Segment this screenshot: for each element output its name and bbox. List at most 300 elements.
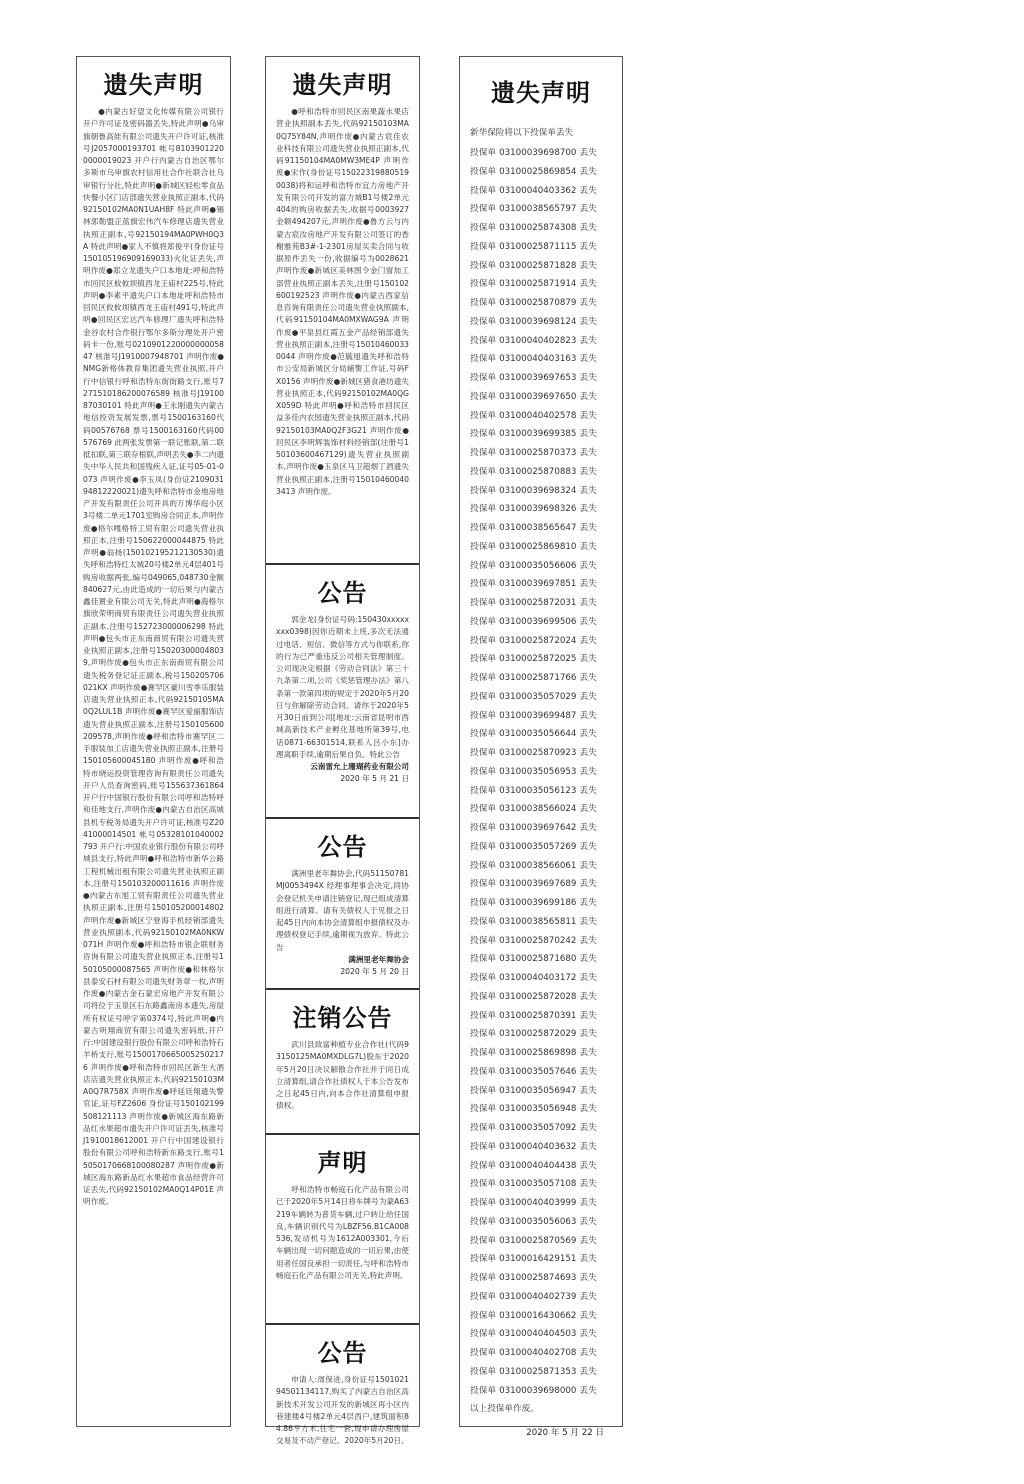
policy-number: 03100040403632 <box>499 1141 577 1152</box>
policy-prefix: 投保单 <box>470 1141 497 1152</box>
policy-prefix: 投保单 <box>470 785 497 796</box>
policy-suffix: 丢失 <box>579 410 597 421</box>
policy-number: 03100035056606 <box>499 560 577 571</box>
policy-suffix: 丢失 <box>579 504 597 515</box>
policy-row <box>470 238 612 257</box>
policy-number: 03100035057092 <box>499 1123 577 1133</box>
policy-number: 03100039699186 <box>499 898 577 908</box>
policy-row <box>470 1363 612 1382</box>
policy-suffix: 丢失 <box>579 729 597 740</box>
policy-prefix: 投保单 <box>470 1216 497 1227</box>
policy-list <box>470 144 612 1400</box>
policy-number: 03100025870569 <box>499 1235 577 1246</box>
policy-suffix: 丢失 <box>579 898 597 908</box>
policy-suffix: 丢失 <box>579 148 597 158</box>
policy-suffix: 丢失 <box>579 560 597 571</box>
policy-prefix: 投保单 <box>470 691 497 702</box>
notice-date: 2020 年 5 月 21 日 <box>340 774 409 783</box>
policy-prefix: 投保单 <box>470 448 497 458</box>
notice-body: 满洲里老年舞协会,代码51150781MJ0053494X 经理事理事会决定,同协会登记机关申请注销登记,现已组成清算组进行清算。请有关债权人于见报之日起45日内向本协会清算组申报债权及办理债权登记手续,逾期视为放弃。特此公告 <box>276 869 409 952</box>
notice-section <box>266 827 419 990</box>
policy-suffix: 丢失 <box>579 1235 597 1246</box>
policy-suffix: 丢失 <box>579 841 597 852</box>
policy-suffix: 丢失 <box>579 1123 597 1133</box>
policy-row <box>470 1100 612 1119</box>
policy-row <box>470 594 612 613</box>
column3-outro: 以上投保单作废。 <box>470 1404 539 1415</box>
policy-number: 03100035056947 <box>499 1085 577 1096</box>
policy-row <box>470 1232 612 1251</box>
policy-prefix: 投保单 <box>470 335 497 346</box>
policy-suffix: 丢失 <box>579 1329 597 1340</box>
policy-suffix: 丢失 <box>579 710 597 721</box>
policy-suffix: 丢失 <box>579 391 597 402</box>
policy-row <box>470 894 612 913</box>
policy-row <box>470 688 612 707</box>
policy-number: 03100035057029 <box>499 691 577 702</box>
policy-prefix: 投保单 <box>470 241 497 252</box>
policy-suffix: 丢失 <box>579 204 597 215</box>
notice-title: 公告 <box>317 1339 368 1367</box>
column3-title: 遗失声明 <box>491 79 591 107</box>
policy-number: 03100025869810 <box>499 541 577 552</box>
policy-row <box>470 369 612 388</box>
policy-number: 03100035057108 <box>499 1179 577 1190</box>
policy-prefix: 投保单 <box>470 616 497 627</box>
policy-suffix: 丢失 <box>579 1104 597 1115</box>
policy-number: 03100039698326 <box>499 504 577 515</box>
policy-number: 03100035057269 <box>499 841 577 852</box>
policy-suffix: 丢失 <box>579 616 597 627</box>
policy-prefix: 投保单 <box>470 523 497 533</box>
policy-row <box>470 1044 612 1063</box>
policy-prefix: 投保单 <box>470 1123 497 1133</box>
policy-suffix: 丢失 <box>579 635 597 646</box>
policy-prefix: 投保单 <box>470 410 497 421</box>
policy-suffix: 丢失 <box>579 579 597 590</box>
policy-row <box>470 1250 612 1269</box>
policy-row <box>470 744 612 763</box>
policy-row <box>470 1007 612 1026</box>
policy-row <box>470 1063 612 1082</box>
policy-row <box>470 1325 612 1344</box>
policy-number: 03100040402708 <box>499 1348 577 1358</box>
policy-row <box>470 294 612 313</box>
policy-prefix: 投保单 <box>470 1198 497 1208</box>
policy-row <box>470 463 612 482</box>
policy-row <box>470 182 612 201</box>
policy-row <box>470 444 612 463</box>
policy-prefix: 投保单 <box>470 560 497 571</box>
policy-row <box>470 163 612 182</box>
notice-body: ●呼和浩特市回民区南果蔬水果店营业执照副本丢失,代码92150103MA0Q75Y84N,声明作废●内蒙古宸佳农业科技有限公司遗失营业执照正副本,代码91150104MA0MW3ME4P 声明作废●宋作(身份证号150223198805190038)将和运呼和浩特市宜力房地产开发有限公司开发的富力城B1号楼2单元404的购房收据丢失,收据号0003927金额494207元,声明作废●鲁方云与内蒙古宸汝房地产开发有限公司签订的香榭雅苑B3#-1-2301房屋买卖合同与收据原件丢失一份,收据编号为0028621 声明作废●新城区美林图令金门窗加工部营业执照正副本丢失,注册号150102600192523 声明作废●内蒙古西家信息咨询有限责任公司遗失营业执照副本,代码91150104MA0MXWAG9A 声明作废●平泉县红霞五金产品经销部遗失营业执照正副本,注册号150104600330044 声明作废●范毓旭遗失呼和浩特市公安局新城区分局辅警工作证,号码FX0156 声明作废●新城区猪食港坊遗失营业执照正本,代码92150102MA0QGX059D 特此声明●呼和浩特市回民区益多佳内农园遗失营业执照正副本,代码92150103MA0Q2F3G21 声明作废●回民区李明辉装饰材料经销部(注册号150103600467129)遗失营业执照副本,声明作废●玉泉区马卫超烟丁酒遗失营业执照正副本,注册号150104600403413 声明作废。 <box>276 107 409 496</box>
policy-row <box>470 857 612 876</box>
policy-row <box>470 1082 612 1101</box>
policy-suffix: 丢失 <box>579 485 597 496</box>
policy-row <box>470 519 612 538</box>
policy-prefix: 投保单 <box>470 260 497 271</box>
policy-row <box>470 800 612 819</box>
policy-prefix: 投保单 <box>470 466 497 477</box>
policy-number: 03100039698000 <box>499 1385 577 1396</box>
policy-number: 03100039697650 <box>499 391 577 402</box>
policy-suffix: 丢失 <box>579 373 597 383</box>
policy-suffix: 丢失 <box>579 260 597 271</box>
policy-prefix: 投保单 <box>470 841 497 852</box>
policy-number: 03100035056953 <box>499 766 577 777</box>
policy-suffix: 丢失 <box>579 166 597 177</box>
policy-prefix: 投保单 <box>470 804 497 815</box>
policy-suffix: 丢失 <box>579 1273 597 1283</box>
column3-date: 2020 年 5 月 22 日 <box>526 1428 604 1439</box>
policy-prefix: 投保单 <box>470 916 497 927</box>
policy-row <box>470 725 612 744</box>
notice-signature: 满洲里老年舞协会 <box>348 954 409 964</box>
policy-row <box>470 538 612 557</box>
policy-row <box>470 1288 612 1307</box>
policy-number: 03100025869854 <box>499 166 577 177</box>
policy-suffix: 丢失 <box>579 823 597 833</box>
policy-prefix: 投保单 <box>470 1329 497 1340</box>
notice-body: 郭金龙(身份证号码:150430xxxxxxxx0398)因你近期未上班,多次无法通过电话、短信、微信等方式与你联系,你的行为已严重违反公司相关管理制度。公司现决定根据《劳动合同法》第三十九条第二项,公司《奖惩管理办法》第八条第一款第四项的规定于2020年5月20日与你解除劳动合同。请你于2020年5月30日前到公司[地址:云南省昆明市西城高新技术产业孵化基地所第39号,电话0871-66301514,联系人吕小东]办理离职手续,逾期后果自负。特此公告 <box>276 615 409 759</box>
policy-number: 03100038565647 <box>499 523 577 533</box>
policy-suffix: 丢失 <box>579 879 597 890</box>
policy-row <box>470 913 612 932</box>
policy-number: 03100040404503 <box>499 1329 577 1340</box>
notice-section <box>266 65 419 565</box>
policy-suffix: 丢失 <box>579 1254 597 1265</box>
policy-suffix: 丢失 <box>579 748 597 758</box>
policy-number: 03100025869898 <box>499 1048 577 1058</box>
policy-prefix: 投保单 <box>470 729 497 740</box>
policy-number: 03100025871766 <box>499 673 577 683</box>
policy-number: 03100016430662 <box>499 1310 577 1321</box>
policy-row <box>470 219 612 238</box>
policy-suffix: 丢失 <box>579 916 597 927</box>
policy-suffix: 丢失 <box>579 654 597 665</box>
policy-number: 03100025870883 <box>499 466 577 477</box>
policy-prefix: 投保单 <box>470 766 497 777</box>
notice-body: 呼和浩特市畅庭石化产品有限公司已于2020年5月14日将车牌号为蒙A63219车辆转为普货车辆,过户转让给任国良,车辆识别代号为LBZF56.B1CA008536,发动机号为1612A003301,今后车辆出现一切问题造成的一切后果,由使用者任国良承担一切责任,与呼和浩特市畅庭石化产品有限公司无关,特此声明。 <box>276 1185 409 1280</box>
policy-number: 03100040402578 <box>499 410 577 421</box>
policy-prefix: 投保单 <box>470 204 497 215</box>
policy-row <box>470 388 612 407</box>
policy-suffix: 丢失 <box>579 1029 597 1040</box>
policy-row <box>470 1119 612 1138</box>
policy-suffix: 丢失 <box>579 954 597 965</box>
policy-prefix: 投保单 <box>470 579 497 590</box>
policy-number: 03100039697851 <box>499 579 577 590</box>
notice-section <box>266 1143 419 1325</box>
policy-suffix: 丢失 <box>579 673 597 683</box>
column3-intro: 新华保险将以下投保单丢失 <box>470 128 574 138</box>
column1-title: 遗失声明 <box>103 71 204 99</box>
policy-prefix: 投保单 <box>470 935 497 946</box>
policy-number: 03100025874693 <box>499 1273 577 1283</box>
column-notices-2 <box>265 56 420 1446</box>
notice-date: 2020 年 5 月 20 日 <box>340 966 409 976</box>
policy-row <box>470 1157 612 1176</box>
policy-prefix: 投保单 <box>470 1348 497 1358</box>
policy-row <box>470 1194 612 1213</box>
policy-prefix: 投保单 <box>470 279 497 290</box>
policy-number: 03100025871914 <box>499 279 577 290</box>
policy-suffix: 丢失 <box>579 1366 597 1377</box>
notice-title: 遗失声明 <box>292 71 393 99</box>
policy-number: 03100025871680 <box>499 954 577 965</box>
policy-prefix: 投保单 <box>470 223 497 233</box>
policy-prefix: 投保单 <box>470 1066 497 1077</box>
column-lost-notices-1 <box>76 56 231 1427</box>
policy-suffix: 丢失 <box>579 466 597 477</box>
policy-suffix: 丢失 <box>579 429 597 440</box>
policy-number: 03100035057646 <box>499 1066 577 1077</box>
policy-suffix: 丢失 <box>579 279 597 290</box>
policy-number: 03100025870373 <box>499 448 577 458</box>
notice-title: 公告 <box>317 579 368 607</box>
policy-number: 03100025871353 <box>499 1366 577 1377</box>
policy-number: 03100025872024 <box>499 635 577 646</box>
policy-prefix: 投保单 <box>470 973 497 983</box>
policy-row <box>470 632 612 651</box>
policy-row <box>470 950 612 969</box>
policy-prefix: 投保单 <box>470 373 497 383</box>
policy-prefix: 投保单 <box>470 1235 497 1246</box>
policy-prefix: 投保单 <box>470 429 497 440</box>
policy-prefix: 投保单 <box>470 1254 497 1265</box>
policy-row <box>470 425 612 444</box>
policy-number: 03100039699385 <box>499 429 577 440</box>
policy-prefix: 投保单 <box>470 860 497 871</box>
policy-number: 03100039698124 <box>499 316 577 327</box>
policy-number: 03100025870879 <box>499 298 577 308</box>
policy-row <box>470 313 612 332</box>
policy-suffix: 丢失 <box>579 316 597 327</box>
policy-suffix: 丢失 <box>579 1066 597 1077</box>
policy-suffix: 丢失 <box>579 1216 597 1227</box>
policy-suffix: 丢失 <box>579 1179 597 1190</box>
policy-row <box>470 707 612 726</box>
policy-number: 03100040403999 <box>499 1198 577 1208</box>
policy-suffix: 丢失 <box>579 598 597 608</box>
policy-number: 03100025870391 <box>499 1010 577 1021</box>
policy-suffix: 丢失 <box>579 523 597 533</box>
policy-row <box>470 875 612 894</box>
column1-body: ●内蒙古好望文化传媒有限公司银行开户许可证及密码器丢失,特此声明●乌审旗朝鲁高娃有限公司遗失开户许可证,核准号J2057000193701 帐号81039012200000019023 开户行内蒙古自治区鄂尔多斯市乌审旗农村信用社合作社联合社乌审银行分社,特此声明●新城区轻松零食品快餐小区门店部遗失营业执照正副本,代码92150102MA0N1UAH8F 特此声明●锡林郭勒盟正蓝旗宏伟汽车修理店遗失营业执照正副本,号92150194MA0PWH0Q3A 特此声明●家人不慎将郑俊平(身份证号150105196909169033)火化证丢失,声明作废●郑立龙遗失户口本地址:呼和浩特市回民区攸攸坝镇西龙王庙村225号,特此声明●李素平遗失户口本地址呼和浩特市回民区攸攸坝镇西龙王庙村491号,特此声明●回民区宏达汽车修理厂遗失呼和浩特金谷农村合作银行鄂尔多斯分理处开户密码卡一份,账号021090122000000005847 核准号J1910007948701 声明作废●NMG新格体教育集团遗失营业执照,开户行中信银行呼和浩特东街街路支行,账号7271510186200076589 核准号J1910087030101 特此声明●王永刚遗失内蒙古地信投资发展发票,票号1500163160代码00576768 票号1500163160代码00576769 此两张发票第一联记账联,第二联抵扣联,第三联存根联,声明丢失●李二内遗失中华人民共和国残疾人证,证号05-01-0073 声明作废●李玉凤(身份证210903194812220021)遗失呼和浩特市金地房地产开发有限责任公司开具的万博华庭小区3号楼二单元1701室购房合同正本,声明作废●格尔嘎格特工贸有限公司遗失营业执照正本,注册号150622000044875 特此声明●翁扬(150102195212130530)遗失呼和浩特红太城20号楼2单元4层401号购房收据两张,编号049065,048730金额840627元,由此造成的一切后果与内蒙古鑫佳置业有限公司无关,特此声明●海格尔旗欣荣明商贸有限责任公司遗失营业执照正副本,注册号152723000006298 特此声明●包头市正东南商贸有限公司遗失营业执照正副本,注册号150203000048039,声明作废●包头市正东南商贸有限公司遗失税务登记证正副本,税号150205706021KX 声明作废●赛罕区豪川雪季乐服装店遗失营业执照正本,代码92150105MA0Q2LUL1B 声明作废●赛罕区爱丽服饰店遗失营业执照正副本,注册号150105600209578,声明作废●呼和浩特市赛罕区二手服装加工店遗失营业执照正副本,注册号150105600045180 声明作废●呼和浩特市晓运投资管理咨询有限责任公司遗失开户人员查询密码,账号155637361864 开户行中国银行股份有限公司呼和浩特呼和佳地支行,声明作废●内蒙古自治区高城县机专税务局遗失开户许可证,核准号Z2041000014501 帐号05328101040002793 开户行:中国农业银行股份有限公司呼城县支行,特此声明●呼和浩特市新华公路工程机械出租有限公司遗失营业执照正副本,注册号150103200011616 声明作废●内蒙古东旭工贸有限责任公司遗失营业执照正副本,注册号150105200014802 声明作废●新城区宁登海手机经销部遗失营业执照副本,代码92150102MA0NKW071H 声明作废●呼和浩特市银企联财务咨询有限公司遗失营业执照正本,注册号150105000087565 声明作废●和林格尔县泰安石材有限公司遗失财务章一枚,声明作废●内蒙古金石蒙宏房地产开发有限公司将位于玉泉区石东路鑫南房本遗失,房屋所有权证号呼字第0374号,特此声明●内蒙古明翔商贸有限公司遗失密码纸,开户行:中国建设银行股份有限公司呼和浩特石羊桥支行,账号15001706650052502176 声明作废●呼和浩特市回民区新生大酒店店遗失营业执照正本,代码92150103MA0Q7R758X 声明作废●呼延廷翔遗失警官证,证号FZ2606 身份证号150102199508121113 声明作废●新城区海东路新品红水果超市遗失开户许可证丢失,核准号J1910018612001 开户行中国建设银行股份有限公司呼和浩特新东路支行,账号15050170668100080287 声明作废●新城区海东路新品红水果超市食品经营许可证丢失,代码92150102MA0Q14P01E 声明作废。 <box>83 107 224 1207</box>
policy-number: 03100025872025 <box>499 654 577 665</box>
policy-number: 03100040402823 <box>499 335 577 346</box>
policy-row <box>470 819 612 838</box>
policy-suffix: 丢失 <box>579 1385 597 1396</box>
policy-row <box>470 575 612 594</box>
policy-prefix: 投保单 <box>470 1085 497 1096</box>
policy-suffix: 丢失 <box>579 185 597 196</box>
policy-number: 03100040404438 <box>499 1160 577 1171</box>
policy-prefix: 投保单 <box>470 748 497 758</box>
policy-prefix: 投保单 <box>470 654 497 665</box>
policy-number: 03100025870242 <box>499 935 577 946</box>
policy-prefix: 投保单 <box>470 991 497 1002</box>
policy-number: 03100025871115 <box>499 241 577 252</box>
policy-prefix: 投保单 <box>470 504 497 515</box>
policy-prefix: 投保单 <box>470 1179 497 1190</box>
policy-prefix: 投保单 <box>470 898 497 908</box>
policy-number: 03100039697653 <box>499 373 577 383</box>
policy-prefix: 投保单 <box>470 1385 497 1396</box>
policy-row <box>470 969 612 988</box>
policy-row <box>470 763 612 782</box>
policy-row <box>470 1344 612 1363</box>
policy-suffix: 丢失 <box>579 448 597 458</box>
policy-number: 03100038565797 <box>499 204 577 215</box>
policy-suffix: 丢失 <box>579 860 597 871</box>
notice-title: 声明 <box>317 1149 368 1177</box>
policy-number: 03100040403163 <box>499 354 577 365</box>
notice-title: 注销公告 <box>292 1004 393 1032</box>
policy-row <box>470 1269 612 1288</box>
policy-row <box>470 332 612 351</box>
policy-number: 03100035056644 <box>499 729 577 740</box>
policy-number: 03100039698700 <box>499 148 577 158</box>
policy-prefix: 投保单 <box>470 710 497 721</box>
policy-row <box>470 1307 612 1326</box>
policy-prefix: 投保单 <box>470 391 497 402</box>
policy-row <box>470 782 612 801</box>
policy-suffix: 丢失 <box>579 1141 597 1152</box>
policy-row <box>470 482 612 501</box>
policy-suffix: 丢失 <box>579 766 597 777</box>
policy-suffix: 丢失 <box>579 973 597 983</box>
policy-suffix: 丢失 <box>579 241 597 252</box>
notice-section <box>266 998 419 1135</box>
policy-prefix: 投保单 <box>470 1273 497 1283</box>
policy-suffix: 丢失 <box>579 354 597 365</box>
policy-row <box>470 1175 612 1194</box>
policy-prefix: 投保单 <box>470 1160 497 1171</box>
policy-row <box>470 200 612 219</box>
policy-suffix: 丢失 <box>579 1348 597 1358</box>
policy-prefix: 投保单 <box>470 1010 497 1021</box>
policy-number: 03100039699487 <box>499 710 577 721</box>
policy-suffix: 丢失 <box>579 298 597 308</box>
policy-suffix: 丢失 <box>579 1198 597 1208</box>
policy-suffix: 丢失 <box>579 335 597 346</box>
policy-number: 03100035056063 <box>499 1216 577 1227</box>
policy-suffix: 丢失 <box>579 1048 597 1058</box>
policy-prefix: 投保单 <box>470 1291 497 1302</box>
policy-number: 03100039697642 <box>499 823 577 833</box>
policy-prefix: 投保单 <box>470 598 497 608</box>
policy-suffix: 丢失 <box>579 804 597 815</box>
policy-prefix: 投保单 <box>470 485 497 496</box>
policy-suffix: 丢失 <box>579 1291 597 1302</box>
notice-section <box>266 573 419 819</box>
policy-suffix: 丢失 <box>579 541 597 552</box>
policy-number: 03100039698324 <box>499 485 577 496</box>
policy-row <box>470 1213 612 1232</box>
policy-suffix: 丢失 <box>579 691 597 702</box>
policy-row <box>470 1025 612 1044</box>
policy-suffix: 丢失 <box>579 223 597 233</box>
policy-row <box>470 275 612 294</box>
policy-row <box>470 500 612 519</box>
policy-row <box>470 557 612 576</box>
policy-prefix: 投保单 <box>470 541 497 552</box>
policy-row <box>470 407 612 426</box>
policy-number: 03100038566024 <box>499 804 577 815</box>
policy-row <box>470 1138 612 1157</box>
policy-number: 03100025872029 <box>499 1029 577 1040</box>
policy-number: 03100040403362 <box>499 185 577 196</box>
policy-suffix: 丢失 <box>579 991 597 1002</box>
policy-prefix: 投保单 <box>470 354 497 365</box>
policy-row <box>470 669 612 688</box>
policy-suffix: 丢失 <box>579 1010 597 1021</box>
policy-number: 03100035056948 <box>499 1104 577 1115</box>
policy-number: 03100040402739 <box>499 1291 577 1302</box>
policy-suffix: 丢失 <box>579 1310 597 1321</box>
policy-prefix: 投保单 <box>470 1048 497 1058</box>
notice-title: 公告 <box>317 833 368 861</box>
policy-number: 03100039697689 <box>499 879 577 890</box>
policy-row <box>470 350 612 369</box>
policy-row <box>470 144 612 163</box>
column-policy-loss <box>459 56 623 1439</box>
policy-number: 03100025871828 <box>499 260 577 271</box>
policy-prefix: 投保单 <box>470 879 497 890</box>
notice-section <box>266 1333 419 1476</box>
policy-prefix: 投保单 <box>470 954 497 965</box>
policy-number: 03100040403172 <box>499 973 577 983</box>
policy-number: 03100016429151 <box>499 1254 577 1265</box>
policy-number: 03100038565811 <box>499 916 577 927</box>
policy-suffix: 丢失 <box>579 1160 597 1171</box>
policy-number: 03100025872028 <box>499 991 577 1002</box>
notice-body: 武川县致富种植专业合作社(代码93150125MA0MXDLG7L)股东于2020年5月20日决议解散合作社并于同日成立清算组,请合作社债权人于本公告发布之日起45日内,向本合作社清算组申报债权。 <box>276 1040 409 1111</box>
policy-row <box>470 838 612 857</box>
policy-prefix: 投保单 <box>470 185 497 196</box>
policy-row <box>470 932 612 951</box>
policy-number: 03100035056123 <box>499 785 577 796</box>
policy-number: 03100039699506 <box>499 616 577 627</box>
notice-body: 申请人:周保进,身份证号150102194501134117,购买了内蒙古自治区高新技术开发公司开发的新城区再小区内巷建楼4号楼2单元4层西户,建筑面积84.86平方米,住宅一套,现申请办理房屋交易及不动产登记。2020年5月20日。 <box>276 1375 409 1446</box>
policy-suffix: 丢失 <box>579 1085 597 1096</box>
policy-prefix: 投保单 <box>470 1366 497 1377</box>
policy-number: 03100038566061 <box>499 860 577 871</box>
policy-prefix: 投保单 <box>470 1029 497 1040</box>
policy-row <box>470 988 612 1007</box>
policy-prefix: 投保单 <box>470 148 497 158</box>
policy-prefix: 投保单 <box>470 823 497 833</box>
policy-prefix: 投保单 <box>470 1104 497 1115</box>
policy-row <box>470 650 612 669</box>
policy-number: 03100025870923 <box>499 748 577 758</box>
policy-row <box>470 1382 612 1401</box>
policy-prefix: 投保单 <box>470 635 497 646</box>
policy-row <box>470 613 612 632</box>
policy-prefix: 投保单 <box>470 673 497 683</box>
policy-prefix: 投保单 <box>470 298 497 308</box>
policy-number: 03100025872031 <box>499 598 577 608</box>
notice-signature: 云南雷允上珊瑚药业有限公司 <box>310 762 409 771</box>
policy-number: 03100025874308 <box>499 223 577 233</box>
policy-prefix: 投保单 <box>470 316 497 327</box>
policy-suffix: 丢失 <box>579 785 597 796</box>
policy-prefix: 投保单 <box>470 166 497 177</box>
policy-row <box>470 257 612 276</box>
policy-suffix: 丢失 <box>579 935 597 946</box>
policy-prefix: 投保单 <box>470 1310 497 1321</box>
